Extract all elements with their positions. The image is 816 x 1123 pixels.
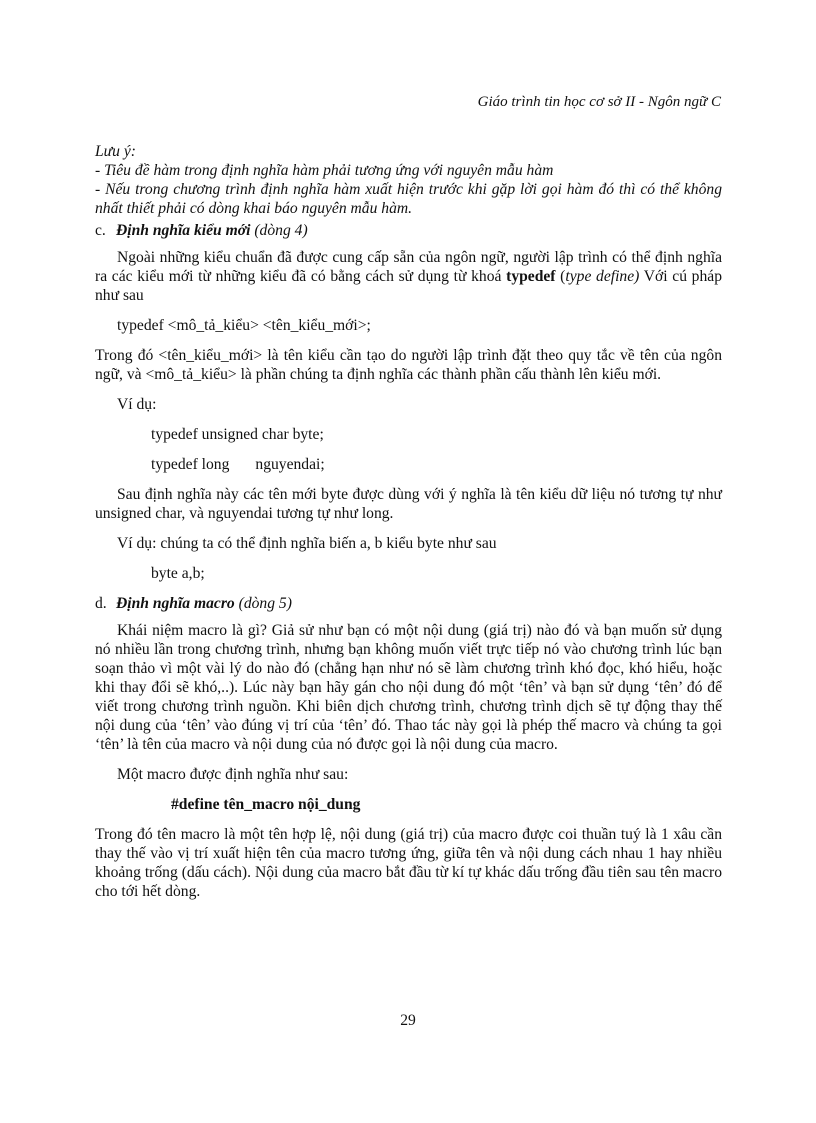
section-c-heading (95, 221, 722, 240)
macro-explanation: Trong đó tên macro là một tên hợp lệ, nội dung (giá trị) của macro được coi thuần tuý là 1 xâu cần thay thế vào vị trí xuất hiện tên của macro tương ứng, giữa tên và nội dung cách nhau 1 hay nhiều khoảng trống (dấu cách). Nội dung của macro bắt đầu từ kí tự khác dấu trống đầu tiên sau tên macro cho tới hết dòng. (95, 826, 722, 900)
example-code-line: typedef unsigned char byte; (151, 426, 324, 443)
example-code-typedef-long: typedef long (151, 456, 230, 473)
example-2-code: byte a,b; (151, 565, 205, 582)
example-code-line (95, 455, 722, 474)
section-c-intro (95, 248, 722, 305)
typedef-syntax: typedef <mô_tả_kiểu> <tên_kiểu_mới>; (117, 317, 371, 334)
macro-paragraph: Khái niệm macro là gì? Giả sử như bạn có một nội dung (giá trị) nào đó và bạn muốn sử dụng nó nhiều lần trong chương trình, nhưng bạn không muốn viết trực tiếp nó vào chương trình lúc bạn soạn thảo vì một vài lý do nào đó (chẳng hạn như nó sẽ làm chương trình khó đọc, khó hiểu, hoặc khi thay đổi sẽ khó,..). Lúc này bạn hãy gán cho nội dung đó một ‘tên’ và bạn sử dụng ‘tên’ đó để viết trong chương trình nguồn. Khi biên dịch chương trình, chương trình dịch sẽ tự động thay thế nội dung của ‘tên’ vào đúng vị trí của ‘tên’ đó. Thao tác này gọi là phép thế macro và chúng ta gọi ‘tên’ là tên của macro và nội dung của nó được gọi là nội dung của macro. (95, 622, 722, 753)
example-2-label: Ví dụ: chúng ta có thể định nghĩa biến a, b kiểu byte như sau (117, 535, 497, 552)
page-body (95, 142, 722, 901)
typedef-meaning: type define) (565, 268, 640, 285)
example-label: Ví dụ: (117, 396, 157, 413)
note-item: - Tiêu đề hàm trong định nghĩa hàm phải tương ứng với nguyên mẫu hàm (95, 162, 554, 179)
section-d-marker: d. (95, 595, 107, 612)
section-c-after-example: Sau định nghĩa này các tên mới byte được dùng với ý nghĩa là tên kiểu dữ liệu nó tương tự như unsigned char, và nguyendai tương tự như long. (95, 486, 722, 522)
section-c-title: Định nghĩa kiểu mới (116, 222, 251, 239)
section-c-intro-text: Ngoài những kiểu chuẩn đã được cung cấp sẵn của ngôn ngữ, người lập trình có thể định nghĩa ra các kiểu mới từ những kiểu đã có bằng cách sử dụng từ khoá (95, 249, 722, 285)
define-syntax: #define tên_macro nội_dung (171, 796, 361, 813)
macro-definition-intro: Một macro được định nghĩa như sau: (117, 766, 349, 783)
section-c-intro-end: Với cú pháp như sau (95, 268, 722, 304)
section-c-intro-paren: ( (555, 268, 566, 285)
page-number: 29 (400, 1012, 416, 1029)
section-d-heading (95, 594, 722, 613)
section-c-marker: c. (95, 222, 106, 239)
note-title: Lưu ý: (95, 143, 136, 160)
typedef-keyword: typedef (506, 268, 556, 285)
section-c-explanation: Trong đó <tên_kiểu_mới> là tên kiểu cần tạo do người lập trình đặt theo quy tắc về tên của ngôn ngữ, và <mô_tả_kiểu> là phần chúng ta định nghĩa các thành phần cấu thành lên kiểu mới. (95, 347, 722, 383)
section-d-title: Định nghĩa macro (116, 595, 235, 612)
section-d-line-ref: (dòng 5) (234, 595, 292, 612)
example-code-nguyendai: nguyendai; (255, 456, 325, 473)
section-c-line-ref: (dòng 4) (250, 222, 308, 239)
running-header: Giáo trình tin học cơ sở II - Ngôn ngữ C (477, 94, 721, 110)
note-item: - Nếu trong chương trình định nghĩa hàm xuất hiện trước khi gặp lời gọi hàm đó thì có thể không nhất thiết phải có dòng khai báo nguyên mẫu hàm. (95, 181, 722, 217)
